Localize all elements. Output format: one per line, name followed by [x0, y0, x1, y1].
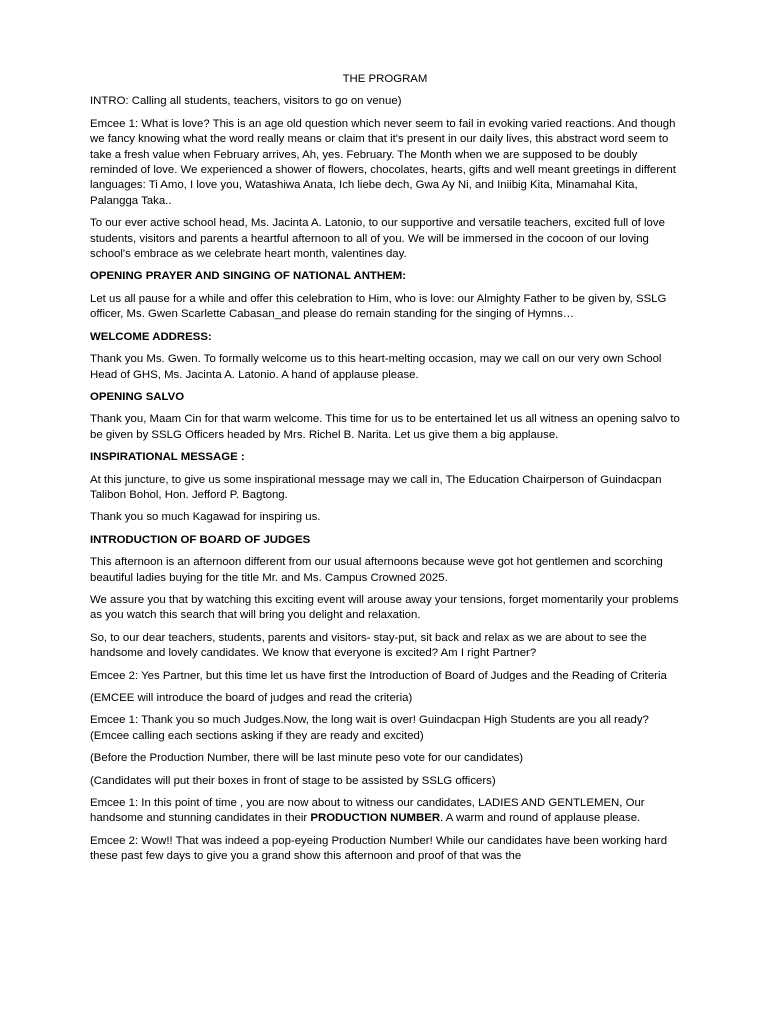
production-number-label: PRODUCTION NUMBER — [310, 812, 441, 825]
heading-welcome-address: WELCOME ADDRESS: — [90, 330, 212, 343]
afternoon-paragraph: This afternoon is an afternoon different from our usual afternoons because weve got hot gentlemen and scorching beautiful ladies buying for the title Mr. and Ms. Campus Crowned 2025. — [90, 556, 663, 584]
emcee2-judges-paragraph: Emcee 2: Yes Partner, but this time let us have first the Introduction of Board of Judges and the Reading of Criteria — [90, 669, 667, 682]
production-text-after: . A warm and round of applause please. — [440, 812, 641, 825]
stay-put-paragraph: So, to our dear teachers, students, parents and visitors- stay-put, sit back and relax as we are about to see the handsome and lovely candidates. We know that everyone is excited? Am I right Partner? — [90, 631, 647, 660]
emcee2-wow-paragraph: Emcee 2: Wow!! That was indeed a pop-eyeing Production Number! While our candidates have been working hard these past few days to give you a grand show this afternoon and proof of that was the — [90, 834, 668, 863]
heading-opening-prayer: OPENING PRAYER AND SINGING OF NATIONAL ANTHEM: — [90, 270, 406, 283]
greeting-paragraph: To our ever active school head, Ms. Jacinta A. Latonio, to our supportive and versatile teachers, excited full of love students, visitors and parents a heartful afternoon to all of you. We will be immersed in the cocoon of our loving school's embrace as we celebrate heart month, valentines day. — [90, 217, 665, 261]
inspirational-paragraph: At this juncture, to give us some inspirational message may we call in, The Education Chairperson of Guindacpan Talibon Bohol, Hon. Jefford P. Bagtong. — [90, 473, 662, 501]
assurance-paragraph: We assure you that by watching this exciting event will arouse away your tensions, forget momentarily your problems as you watch this search that will bring you delight and relaxation. — [90, 593, 679, 622]
heading-opening-salvo: OPENING SALVO — [90, 390, 185, 403]
intro-paragraph: INTRO: Calling all students, teachers, visitors to go on venue) — [90, 95, 402, 108]
thanks-kagawad-paragraph: Thank you so much Kagawad for inspiring us. — [90, 511, 321, 524]
production-number-paragraph — [90, 796, 680, 827]
heading-board-of-judges: INTRODUCTION OF BOARD OF JUDGES — [90, 533, 311, 546]
peso-vote-note-paragraph: (Before the Production Number, there will be last minute peso vote for our candidates) — [90, 752, 524, 765]
prayer-paragraph: Let us all pause for a while and offer this celebration to Him, who is love: our Almighty Father to be given by, SSLG officer, Ms. Gwen Scarlette Cabasan_and please do remain standing for the singing of Hymns… — [90, 292, 667, 321]
heading-inspirational-message: INSPIRATIONAL MESSAGE : — [90, 451, 245, 464]
salvo-paragraph: Thank you, Maam Cin for that warm welcome. This time for us to be entertained let us all witness an opening salvo to be given by SSLG Officers headed by Mrs. Richel B. Narita. Let us give them a big applause. — [90, 413, 680, 441]
document-title: THE PROGRAM — [342, 73, 428, 85]
document-page — [90, 72, 680, 872]
welcome-paragraph: Thank you Ms. Gwen. To formally welcome us to this heart-melting occasion, may we call on our very own School Head of GHS, Ms. Jacinta A. Latonio. A hand of applause please. — [90, 353, 662, 381]
boxes-note-paragraph: (Candidates will put their boxes in front of stage to be assisted by SSLG officers) — [90, 774, 496, 787]
production-text-before: Emcee 1: In this point of time , you are now about to witness our candidates, LADIES AND GENTLEMEN, Our handsome and stunning candidates in their — [90, 797, 645, 825]
emcee1-thanks-judges-paragraph: Emcee 1: Thank you so much Judges.Now, the long wait is over! Guindacpan High Students are you all ready? (Emcee calling each sections asking if they are ready and excited) — [90, 714, 649, 742]
emcee1-love-paragraph: Emcee 1: What is love? This is an age old question which never seem to fail in evoking varied reactions. And though we fancy knowing what the word really means or claim that it's present in our daily lives, this abstract word seem to take a fresh value when February arrives, Ah, yes. February. The Month when we are supposed to be doubly reminded of love. We experienced a shower of flowers, chocolates, hearts, gifts and well meant greetings in different languages: Ti Amo, I love you, Watashiwa Anata, Ich liebe dech, Gwa Ay Ni, and Iniibig Kita, Minamahal Kita, Palangga Taka.. — [90, 117, 676, 207]
emcee-note-paragraph: (EMCEE will introduce the board of judges and read the criteria) — [90, 692, 413, 704]
